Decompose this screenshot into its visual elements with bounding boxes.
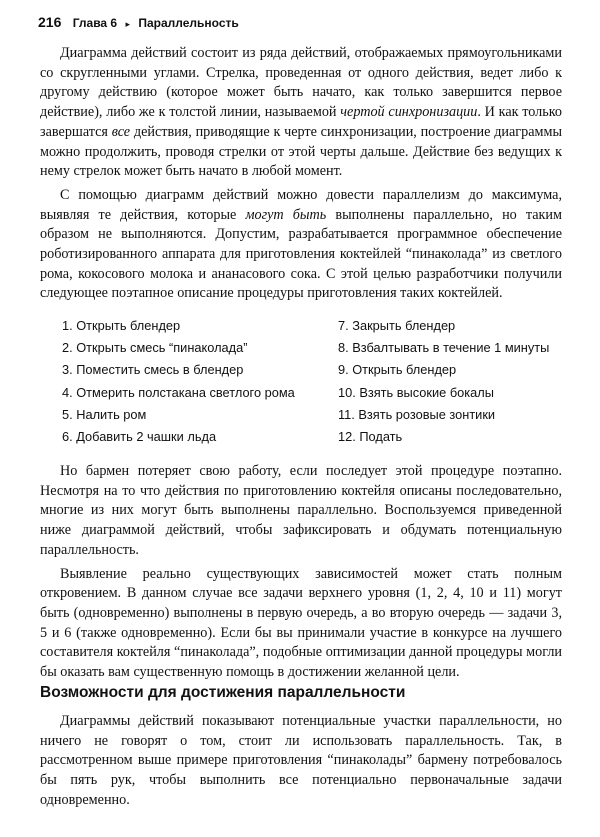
section-block [40, 712, 562, 811]
section-heading: Возможности для достижения параллельности [40, 684, 406, 701]
list-item: 1. Открыть блендер [62, 318, 181, 333]
paragraph-dependencies: Выявление реально существующих зависимостей может стать полным откровением. В данном случае все задачи верхнего уровня (1, 2, 4, 10 и 11) могут быть (одновременно) выполнены в первую очередь, а во вторую очередь — задачи 3, 5 и 6 (также одновременно). Если бы вы принимали участие в конкурсе на лучшего составителя коктейля “пинаколада”, подобные оптимизации данной процедуры могли бы оказать вам существенную помощь в достижении желанной цели. [40, 565, 562, 681]
chapter-title: Параллельность [138, 16, 239, 30]
list-item: 12. Подать [338, 428, 403, 444]
list-item: 10. Взять высокие бокалы [338, 384, 494, 400]
page-number: 216 [38, 14, 62, 30]
list-item: 2. Открыть смесь “пинаколада” [62, 340, 248, 356]
term-sync-bar: чертой синхронизации [340, 104, 478, 121]
list-item: 11. Взять розовые зонтики [338, 406, 496, 422]
discussion-block [40, 462, 562, 683]
list-item: 9. Открыть блендер [338, 362, 457, 378]
intro-block [40, 44, 562, 304]
list-item: 5. Налить ром [62, 406, 147, 422]
chapter-label: Глава 6 [72, 16, 118, 30]
list-item: 8. Взбалтывать в течение 1 минуты [338, 340, 550, 356]
emphasis-all: все [111, 123, 131, 140]
paragraph-activity-diagram: Диаграмма действий состоит из ряда действий, отображаемых прямоугольниками со скругленными углами. Стрелка, проведенная от одного действия, ведет либо к другому действию (которое может быть начато, как только завершится первое действие), либо же к толстой линии, называемой чертой синхронизации. И как только завершатся все действия, приводящие к черте синхронизации, построение диаграммы можно продолжить, проводя стрелки от этой черты дальше. Действие без ведущих к нему стрелок может быть начато в любой момент. [40, 45, 562, 180]
paragraph-potential-parallelism: Диаграммы действий показывают потенциальные участки параллельности, но ничего не говорят о том, стоит ли использовать параллельность. Так, в рассмотренном выше примере приготовления “пинаколады” бармену потребовалось бы пять рук, чтобы выполнить все потенциально первоначальные задачи одновременно. [40, 713, 562, 808]
list-item: 4. Отмерить полстакана светлого рома [62, 384, 295, 400]
paragraph-maximize-parallelism: С помощью диаграмм действий можно довести параллелизм до максимума, выявляя те действия, которые могут быть выполнены параллельно, но таким образом не выполняются. Допустим, разрабатывается программное обеспечение роботизированного аппарата для приготовления коктейлей “пинаколада” из светлого рома, кокосового молока и ананасового сока. С этой целью разработчики получили следующее поэтапное описание процедуры приготовления таких коктейлей. [40, 186, 563, 302]
running-header [38, 14, 239, 30]
paragraph-bartender: Но бармен потеряет свою работу, если последует этой процедуре поэтапно. Несмотря на то что действия по приготовлению коктейля описаны последовательно, многие из них могут быть выполнены параллельно. Воспользуемся приведенной ниже диаграммой действий, чтобы зафиксировать и обдумать потенциальную параллельность. [40, 463, 562, 558]
list-item: 6. Добавить 2 чашки льда [62, 428, 217, 444]
emphasis-can-be: могут быть [245, 206, 327, 223]
steps-column-right [338, 315, 549, 448]
header-separator-icon: ▸ [125, 19, 130, 29]
list-item: 3. Поместить смесь в блендер [62, 362, 244, 378]
steps-column-left [62, 315, 295, 448]
list-item: 7. Закрыть блендер [338, 318, 456, 333]
